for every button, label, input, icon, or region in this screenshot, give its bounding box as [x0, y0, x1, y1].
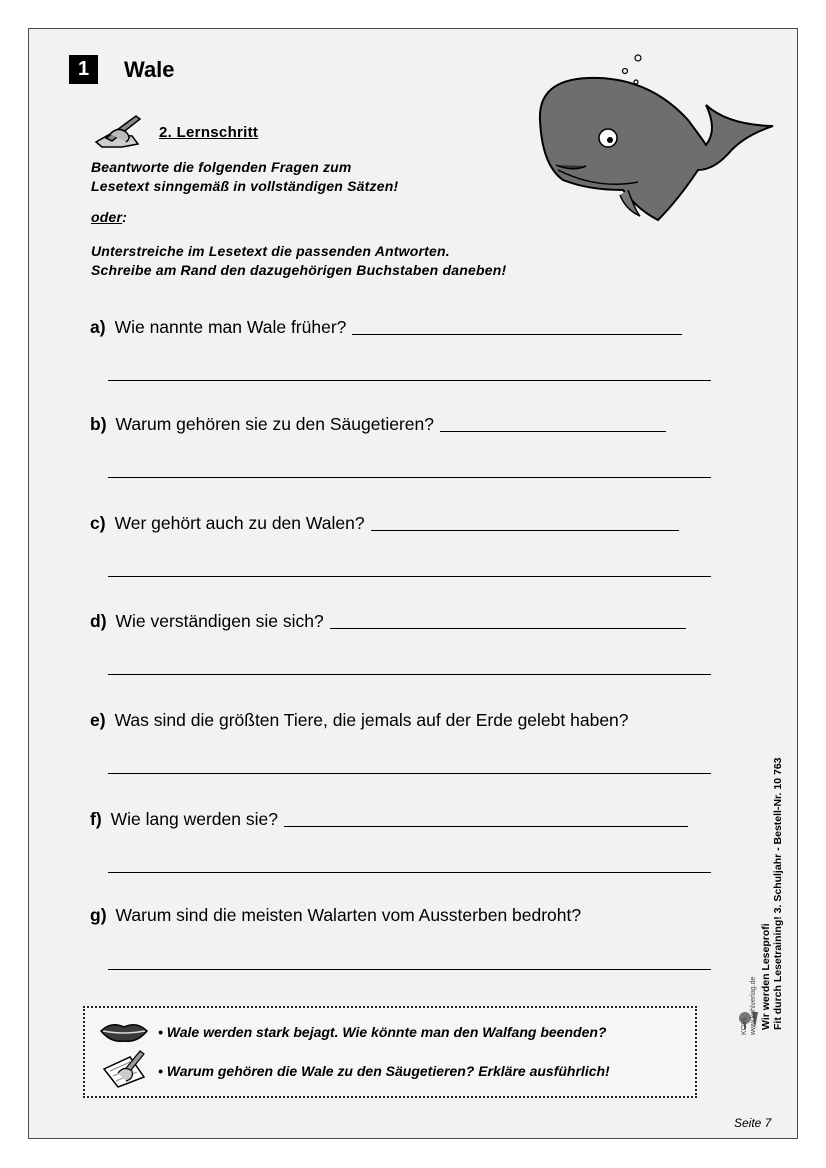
publisher-info — [740, 977, 758, 1035]
chapter-number: 1 — [69, 55, 98, 84]
instruction-line: Beantworte die folgenden Fragen zum — [91, 159, 352, 175]
question-letter: a) — [90, 317, 106, 337]
or-label — [91, 208, 127, 227]
extra-task-speak: • Wale werden stark bejagt. Wie könnte man den Walfang beenden? — [158, 1024, 607, 1040]
question-text: Wie nannte man Wale früher? — [114, 317, 347, 337]
writing-icon — [100, 1049, 148, 1089]
answer-line[interactable] — [108, 969, 711, 970]
question-f — [90, 809, 688, 830]
question-a — [90, 317, 682, 338]
publisher-url: www.kohlverlag.de — [750, 976, 757, 1035]
answer-line[interactable] — [108, 872, 711, 873]
page-title: Wale — [124, 57, 175, 82]
answer-line[interactable] — [108, 773, 711, 774]
mouth-icon — [99, 1019, 149, 1045]
publisher-name: KOHL — [741, 1015, 748, 1035]
question-text: Wer gehört auch zu den Walen? — [114, 513, 365, 533]
answer-blank[interactable] — [371, 529, 679, 531]
question-letter: d) — [90, 611, 107, 631]
question-letter: e) — [90, 710, 106, 730]
question-b — [90, 414, 666, 435]
answer-blank[interactable] — [440, 430, 666, 432]
question-letter: g) — [90, 905, 107, 925]
question-d — [90, 611, 686, 632]
answer-blank[interactable] — [284, 825, 688, 827]
or-colon: : — [122, 209, 128, 225]
question-text: Warum sind die meisten Walarten vom Aussterben bedroht? — [115, 905, 582, 925]
series-title: Wir werden Leseprofi — [760, 923, 772, 1030]
answer-line[interactable] — [108, 477, 711, 478]
whale-illustration — [528, 50, 778, 230]
question-letter: b) — [90, 414, 107, 434]
extra-task-write: • Warum gehören die Wale zu den Säugetieren? Erkläre ausführlich! — [158, 1063, 610, 1079]
instruction-line: Lesetext sinngemäß in vollständigen Sätzen! — [91, 178, 399, 194]
question-text: Was sind die größten Tiere, die jemals auf der Erde gelebt haben? — [114, 710, 629, 730]
question-text: Wie verständigen sie sich? — [115, 611, 324, 631]
series-info — [760, 758, 784, 1031]
answer-line[interactable] — [108, 674, 711, 675]
step-heading: 2. Lernschritt — [159, 124, 259, 141]
question-g — [90, 905, 581, 926]
series-subtitle: Fit durch Lesetraining! 3. Schuljahr - Bestell-Nr. 10 763 — [772, 757, 784, 1030]
question-e — [90, 710, 629, 731]
answer-blank[interactable] — [352, 333, 682, 335]
answer-line[interactable] — [108, 380, 711, 381]
question-letter: c) — [90, 513, 106, 533]
question-text: Wie lang werden sie? — [110, 809, 278, 829]
answer-line[interactable] — [108, 576, 711, 577]
question-c — [90, 513, 679, 534]
instruction-line: Unterstreiche im Lesetext die passenden Antworten. — [91, 243, 450, 259]
answer-blank[interactable] — [330, 627, 686, 629]
writing-hand-icon — [92, 112, 148, 150]
page-number: Seite 7 — [734, 1116, 772, 1130]
extra-task-box — [83, 1006, 697, 1098]
instruction-line: Schreibe am Rand den dazugehörigen Buchstaben daneben! — [91, 262, 507, 278]
question-text: Warum gehören sie zu den Säugetieren? — [115, 414, 434, 434]
or-word: oder — [91, 209, 123, 225]
question-letter: f) — [90, 809, 102, 829]
